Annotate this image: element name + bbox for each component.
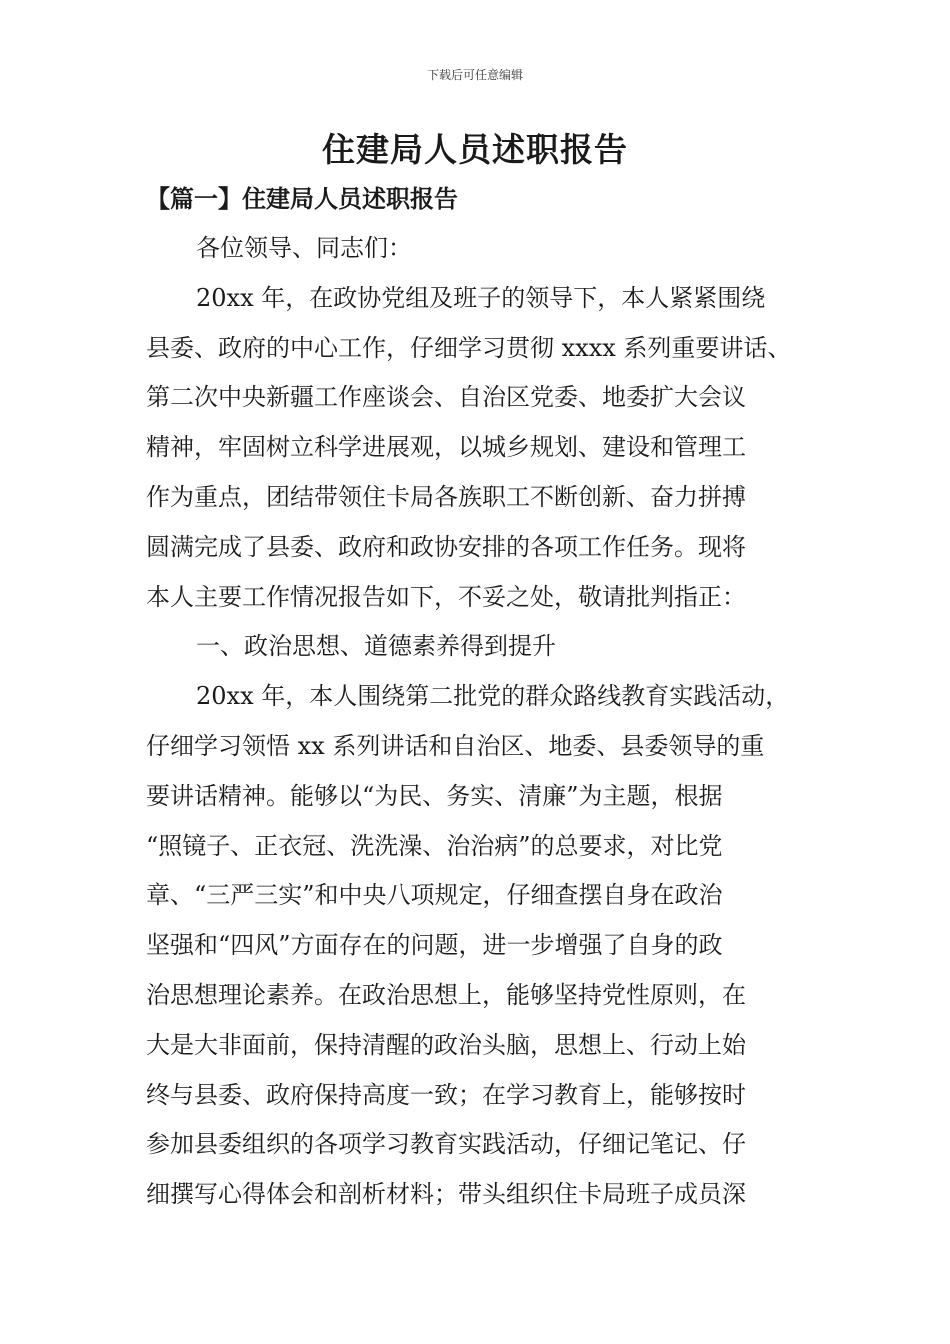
section-heading: 【篇一】住建局人员述职报告 — [146, 184, 458, 213]
body-line: 坚强和“四风”方面存在的问题，进一步增强了自身的政 — [146, 931, 723, 960]
body-line: 第二次中央新疆工作座谈会、自治区党委、地委扩大会议 — [146, 383, 746, 412]
body-line: 大是大非面前，保持清醒的政治头脑，思想上、行动上始 — [146, 1030, 746, 1059]
body-line: 各位领导、同志们： — [196, 234, 412, 262]
body-line: “照镜子、正衣冠、洗洗澡、治治病”的总要求，对比党 — [146, 831, 723, 860]
body-line: 本人主要工作情况报告如下，不妥之处，敬请批判指正： — [146, 582, 746, 611]
body-line: 要讲话精神。能够以“为民、务实、清廉”为主题，根据 — [146, 781, 723, 810]
body-line: 终与县委、政府保持高度一致；在学习教育上，能够按时 — [146, 1080, 746, 1109]
body-line: 20xx 年，本人围绕第二批党的群众路线教育实践活动， — [196, 682, 790, 711]
document-body — [146, 224, 836, 1220]
body-line: 细撰写心得体会和剖析材料；带头组织住卡局班子成员深 — [146, 1180, 746, 1209]
body-line: 治思想理论素养。在政治思想上，能够坚持党性原则，在 — [146, 980, 746, 1009]
body-line: 参加县委组织的各项学习教育实践活动，仔细记笔记、仔 — [146, 1130, 746, 1159]
body-line: 20xx 年，在政协党组及班子的领导下，本人紧紧围绕 — [196, 283, 766, 312]
body-line: 精神，牢固树立科学进展观，以城乡规划、建设和管理工 — [146, 433, 746, 462]
body-line: 章、“三严三实”和中央八项规定，仔细查摆自身在政治 — [146, 881, 723, 910]
body-line: 县委、政府的中心工作，仔细学习贯彻 xxxx 系列重要讲话、 — [146, 333, 792, 362]
body-line: 作为重点，团结带领住卡局各族职工不断创新、奋力拼搏 — [146, 482, 746, 511]
document-title: 住建局人员述职报告 — [322, 130, 628, 169]
body-line: 仔细学习领悟 xx 系列讲话和自治区、地委、县委领导的重 — [146, 731, 765, 760]
header-note: 下载后可任意编辑 — [426, 68, 523, 82]
body-line: 圆满完成了县委、政府和政协安排的各项工作任务。现将 — [146, 532, 746, 561]
body-line: 一、政治思想、道德素养得到提升 — [196, 632, 556, 661]
